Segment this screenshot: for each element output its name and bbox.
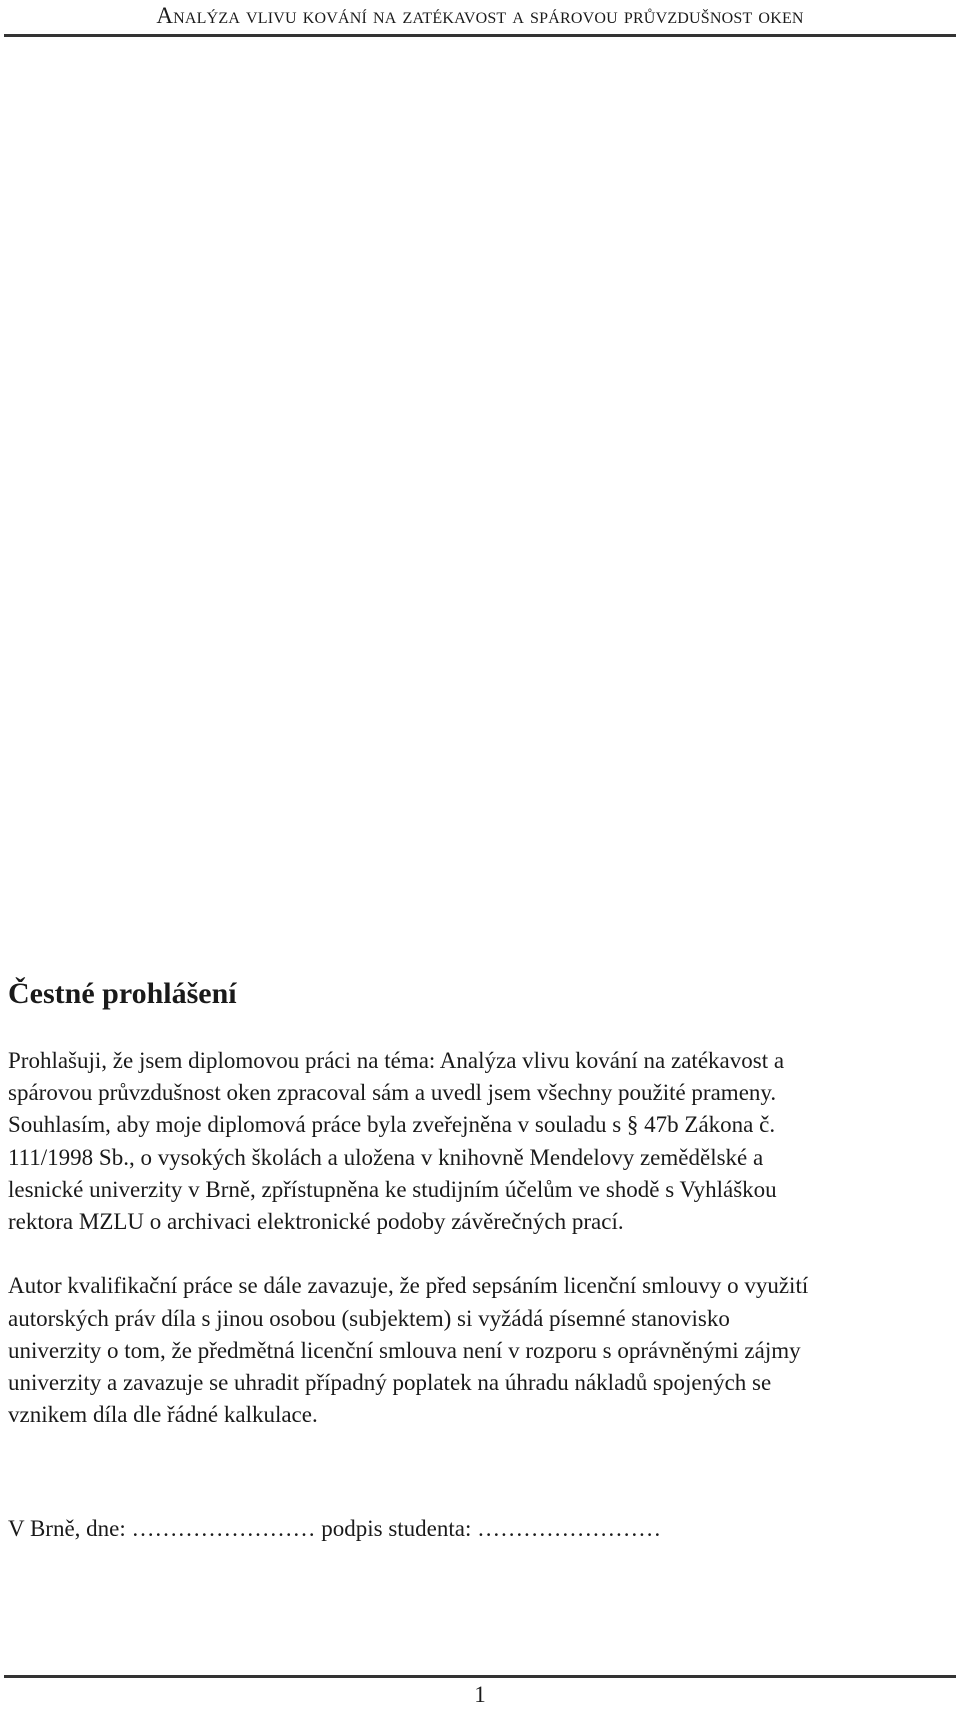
paragraph-1-line: Souhlasím, aby moje diplomová práce byla zveřejněna v souladu s § 47b Zákona č. [8, 1112, 776, 1137]
paragraph-1-line: lesnické univerzity v Brně, zpřístupněna ke studijním účelům ve shodě s Vyhláškou [8, 1177, 777, 1202]
paragraph-2-line: univerzity a zavazuje se uhradit případný poplatek na úhradu nákladů spojených se [8, 1370, 772, 1395]
running-header-title: Analýza vlivu kování na zatékavost a spárovou průvzdušnost oken [156, 3, 804, 28]
paragraph-2-line: vznikem díla dle řádné kalkulace. [8, 1402, 318, 1427]
paragraph-1-line: 111/1998 Sb., o vysokých školách a uložena v knihovně Mendelovy zemědělské a [8, 1145, 764, 1170]
declaration-heading: Čestné prohlášení [8, 977, 237, 1010]
paragraph-1-line: Prohlašuji, že jsem diplomovou práci na téma: Analýza vlivu kování na zatékavost a [8, 1048, 785, 1073]
paragraph-1-line: spárovou průvzdušnost oken zpracoval sám a uvedl jsem všechny použité prameny. [8, 1080, 777, 1105]
paragraph-1-line: rektora MZLU o archivaci elektronické podoby závěrečných prací. [8, 1209, 624, 1234]
paragraph-2-line: univerzity o tom, že předmětná licenční smlouva není v rozporu s oprávněnými zájmy [8, 1338, 801, 1363]
running-header [4, 0, 956, 37]
paragraph-2-line: autorských práv díla s jinou osobou (subjektem) si vyžádá písemné stanovisko [8, 1306, 730, 1331]
paragraph-2-line: Autor kvalifikační práce se dále zavazuje, že před sepsáním licenční smlouvy o využití [8, 1273, 809, 1298]
footer-rule [4, 1675, 956, 1678]
signature-line: V Brně, dne: …………………… podpis studenta: …………………… [8, 1516, 662, 1541]
page-number: 1 [474, 1682, 486, 1707]
